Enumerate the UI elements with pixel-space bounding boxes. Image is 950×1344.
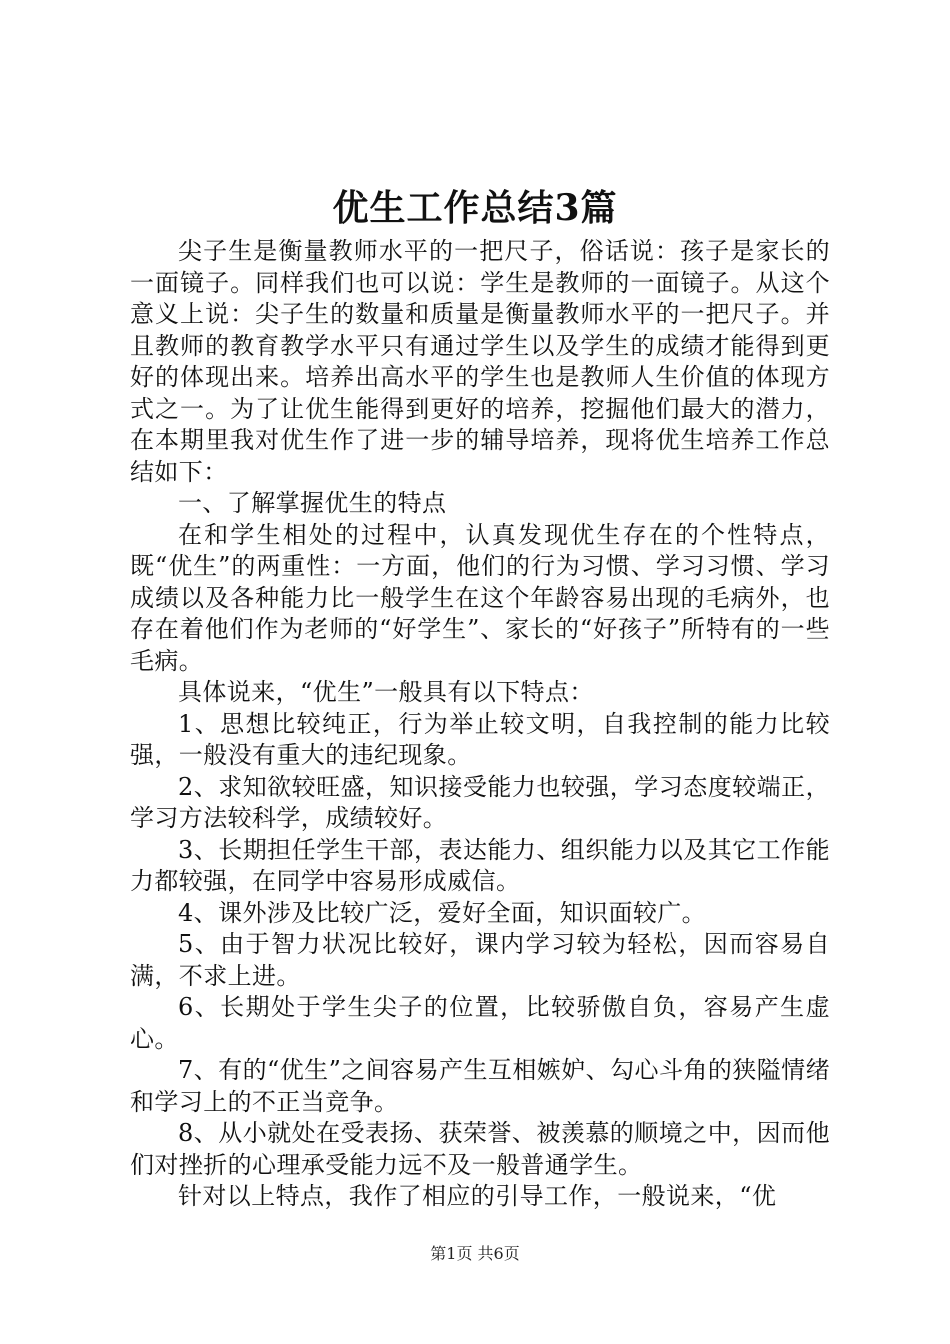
paragraph-duality: 在和学生相处的过程中，认真发现优生存在的个性特点，既“优生”的两重性：一方面，他们的行为习惯、学习习惯、学习成绩以及各种能力比一般学生在这个年龄容易出现的毛病外，也存在着他们作为老师的“好学生”、家长的“好孩子”所特有的一些毛病。: [130, 520, 830, 675]
paragraph-features-intro: 具体说来，“优生”一般具有以下特点：: [178, 678, 594, 706]
list-item-4: 4、课外涉及比较广泛，爱好全面，知识面较广。: [178, 898, 707, 927]
list-item-3: 3、长期担任学生干部，表达能力、组织能力以及其它工作能力都较强，在同学中容易形成威信。: [130, 835, 830, 895]
paragraph-intro: 尖子生是衡量教师水平的一把尺子，俗话说：孩子是家长的一面镜子。同样我们也可以说：学生是教师的一面镜子。从这个意义上说：尖子生的数量和质量是衡量教师水平的一把尺子。并且教师的教育教学水平只有通过学生以及学生的成绩才能得到更好的体现出来。培养出高水平的学生也是教师人生价值的体现方式之一。为了让优生能得到更好的培养，挖掘他们最大的潜力，在本期里我对优生作了进一步的辅导培养，现将优生培养工作总结如下：: [130, 237, 830, 486]
section-heading-1: 一、了解掌握优生的特点: [178, 489, 447, 517]
paragraph-guidance: 针对以上特点，我作了相应的引导工作，一般说来，“优: [178, 1182, 777, 1210]
list-item-2: 2、求知欲较旺盛，知识接受能力也较强，学习态度较端正，学习方法较科学，成绩较好。: [130, 772, 830, 832]
list-item-5: 5、由于智力状况比较好，课内学习较为轻松，因而容易自满，不求上进。: [130, 930, 830, 990]
document-body: [130, 236, 830, 1213]
list-item-8: 8、从小就处在受表扬、获荣誉、被羡慕的顺境之中，因而他们对挫折的心理承受能力远不及一般普通学生。: [130, 1119, 830, 1179]
document-title: 优生工作总结3篇: [332, 187, 618, 229]
list-item-7: 7、有的“优生”之间容易产生互相嫉妒、勾心斗角的狭隘情绪和学习上的不正当竞争。: [130, 1056, 830, 1116]
list-item-1: 1、思想比较纯正，行为举止较文明，自我控制的能力比较强，一般没有重大的违纪现象。: [130, 709, 830, 769]
page-footer: 第1页 共6页: [430, 1244, 520, 1263]
list-item-6: 6、长期处于学生尖子的位置，比较骄傲自负，容易产生虚心。: [130, 993, 830, 1053]
